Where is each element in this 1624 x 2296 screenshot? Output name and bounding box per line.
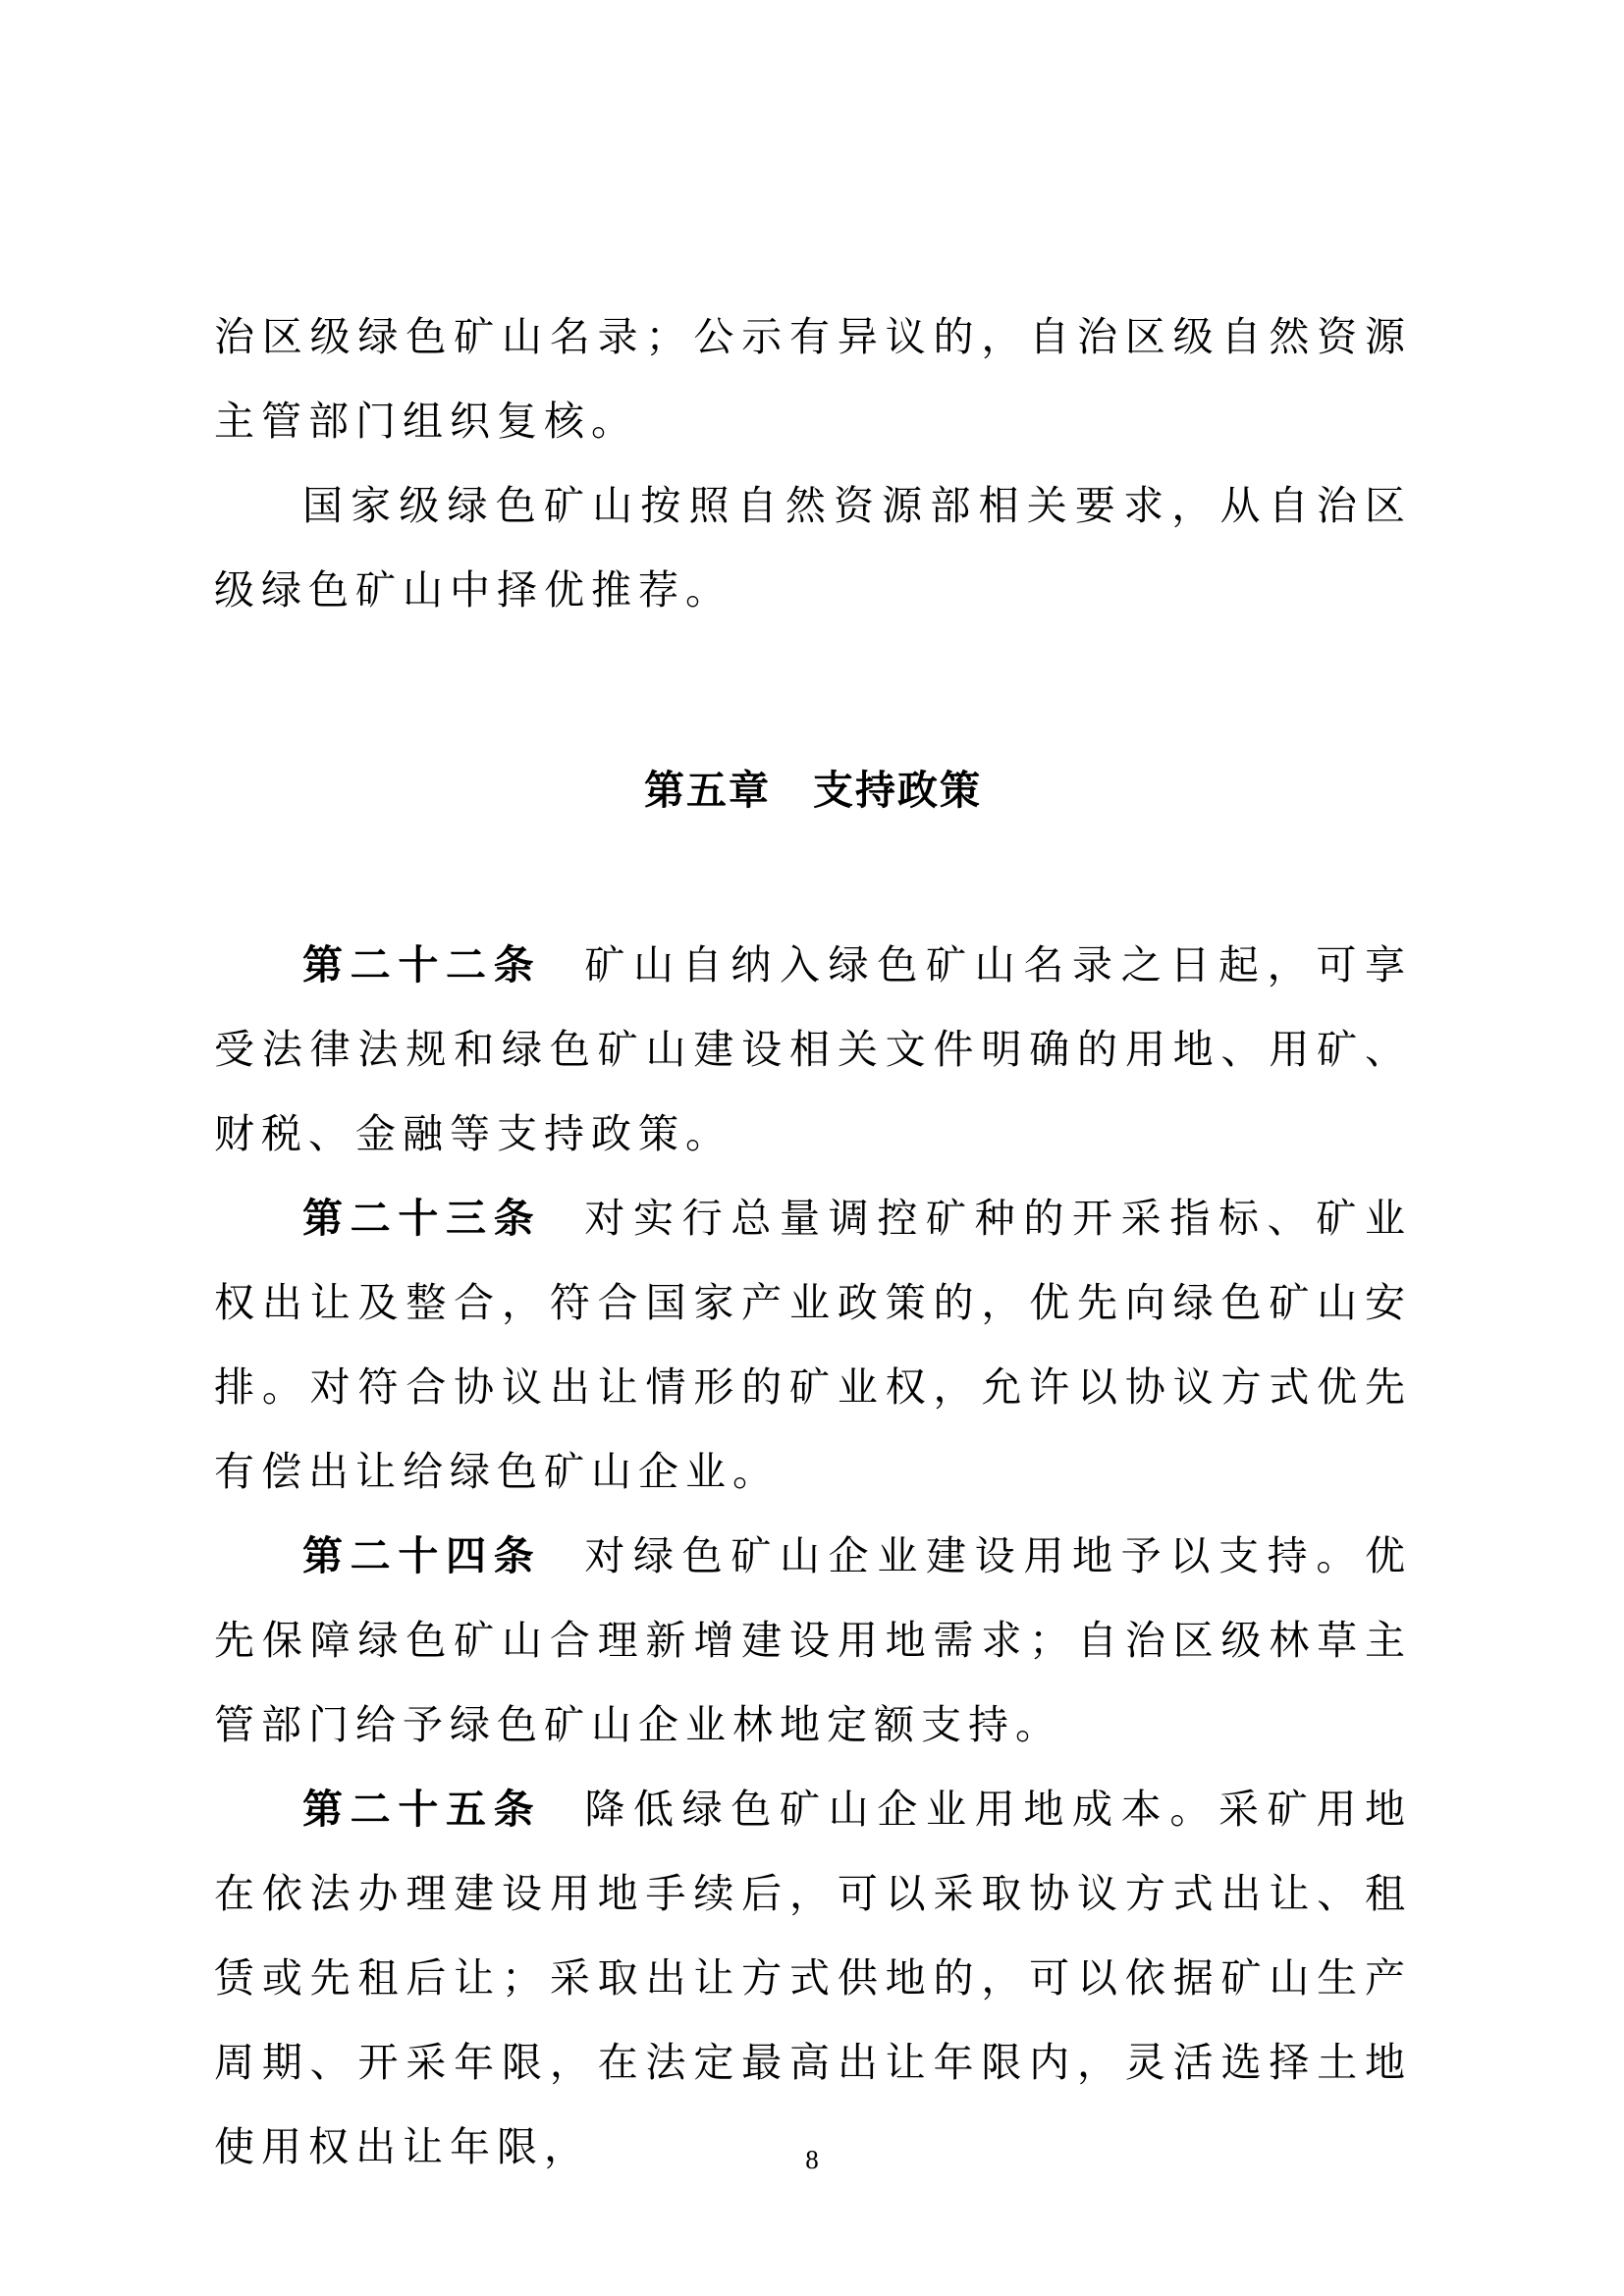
chapter-heading: 第五章 支持政策 [644, 767, 982, 814]
article-text: 矿山自纳入绿色矿山名录之日起，可享受法律法规和绿色矿山建设相关文件明确的用地、用矿、财税、金融等支持政策。 [214, 941, 1413, 1157]
article-22 [214, 923, 1412, 1176]
article-text: 对实行总量调控矿种的开采指标、矿业权出让及整合，符合国家产业政策的，优先向绿色矿山安排。对符合协议出让情形的矿业权，允许以协议方式优先有偿出让给绿色矿山企业。 [214, 1195, 1413, 1495]
article-23 [214, 1176, 1412, 1514]
article-25 [214, 1767, 1412, 2189]
paragraph-national-green-mine: 国家级绿色矿山按照自然资源部相关要求，从自治区级绿色矿山中择优推荐。 [214, 482, 1412, 614]
article-text: 对绿色矿山企业建设用地予以支持。优先保障绿色矿山合理新增建设用地需求；自治区级林草主管部门给予绿色矿山企业林地定额支持。 [214, 1532, 1413, 1748]
article-number: 第二十四条 [302, 1532, 542, 1579]
article-number: 第二十三条 [302, 1195, 542, 1242]
article-text: 降低绿色矿山企业用地成本。采矿用地在依法办理建设用地手续后，可以采取协议方式出让、租赁或先租后让；采取出让方式供地的，可以依据矿山生产周期、开采年限，在法定最高出让年限内，灵活选择土地使用权出让年限， [214, 1786, 1413, 2170]
page-body [214, 294, 1412, 2189]
article-24 [214, 1514, 1412, 1767]
paragraph-continuation: 治区级绿色矿山名录；公示有异议的，自治区级自然资源主管部门组织复核。 [214, 313, 1412, 445]
page-number: 8 [805, 2145, 819, 2174]
article-number: 第二十二条 [302, 941, 542, 988]
article-number: 第二十五条 [302, 1786, 542, 1833]
